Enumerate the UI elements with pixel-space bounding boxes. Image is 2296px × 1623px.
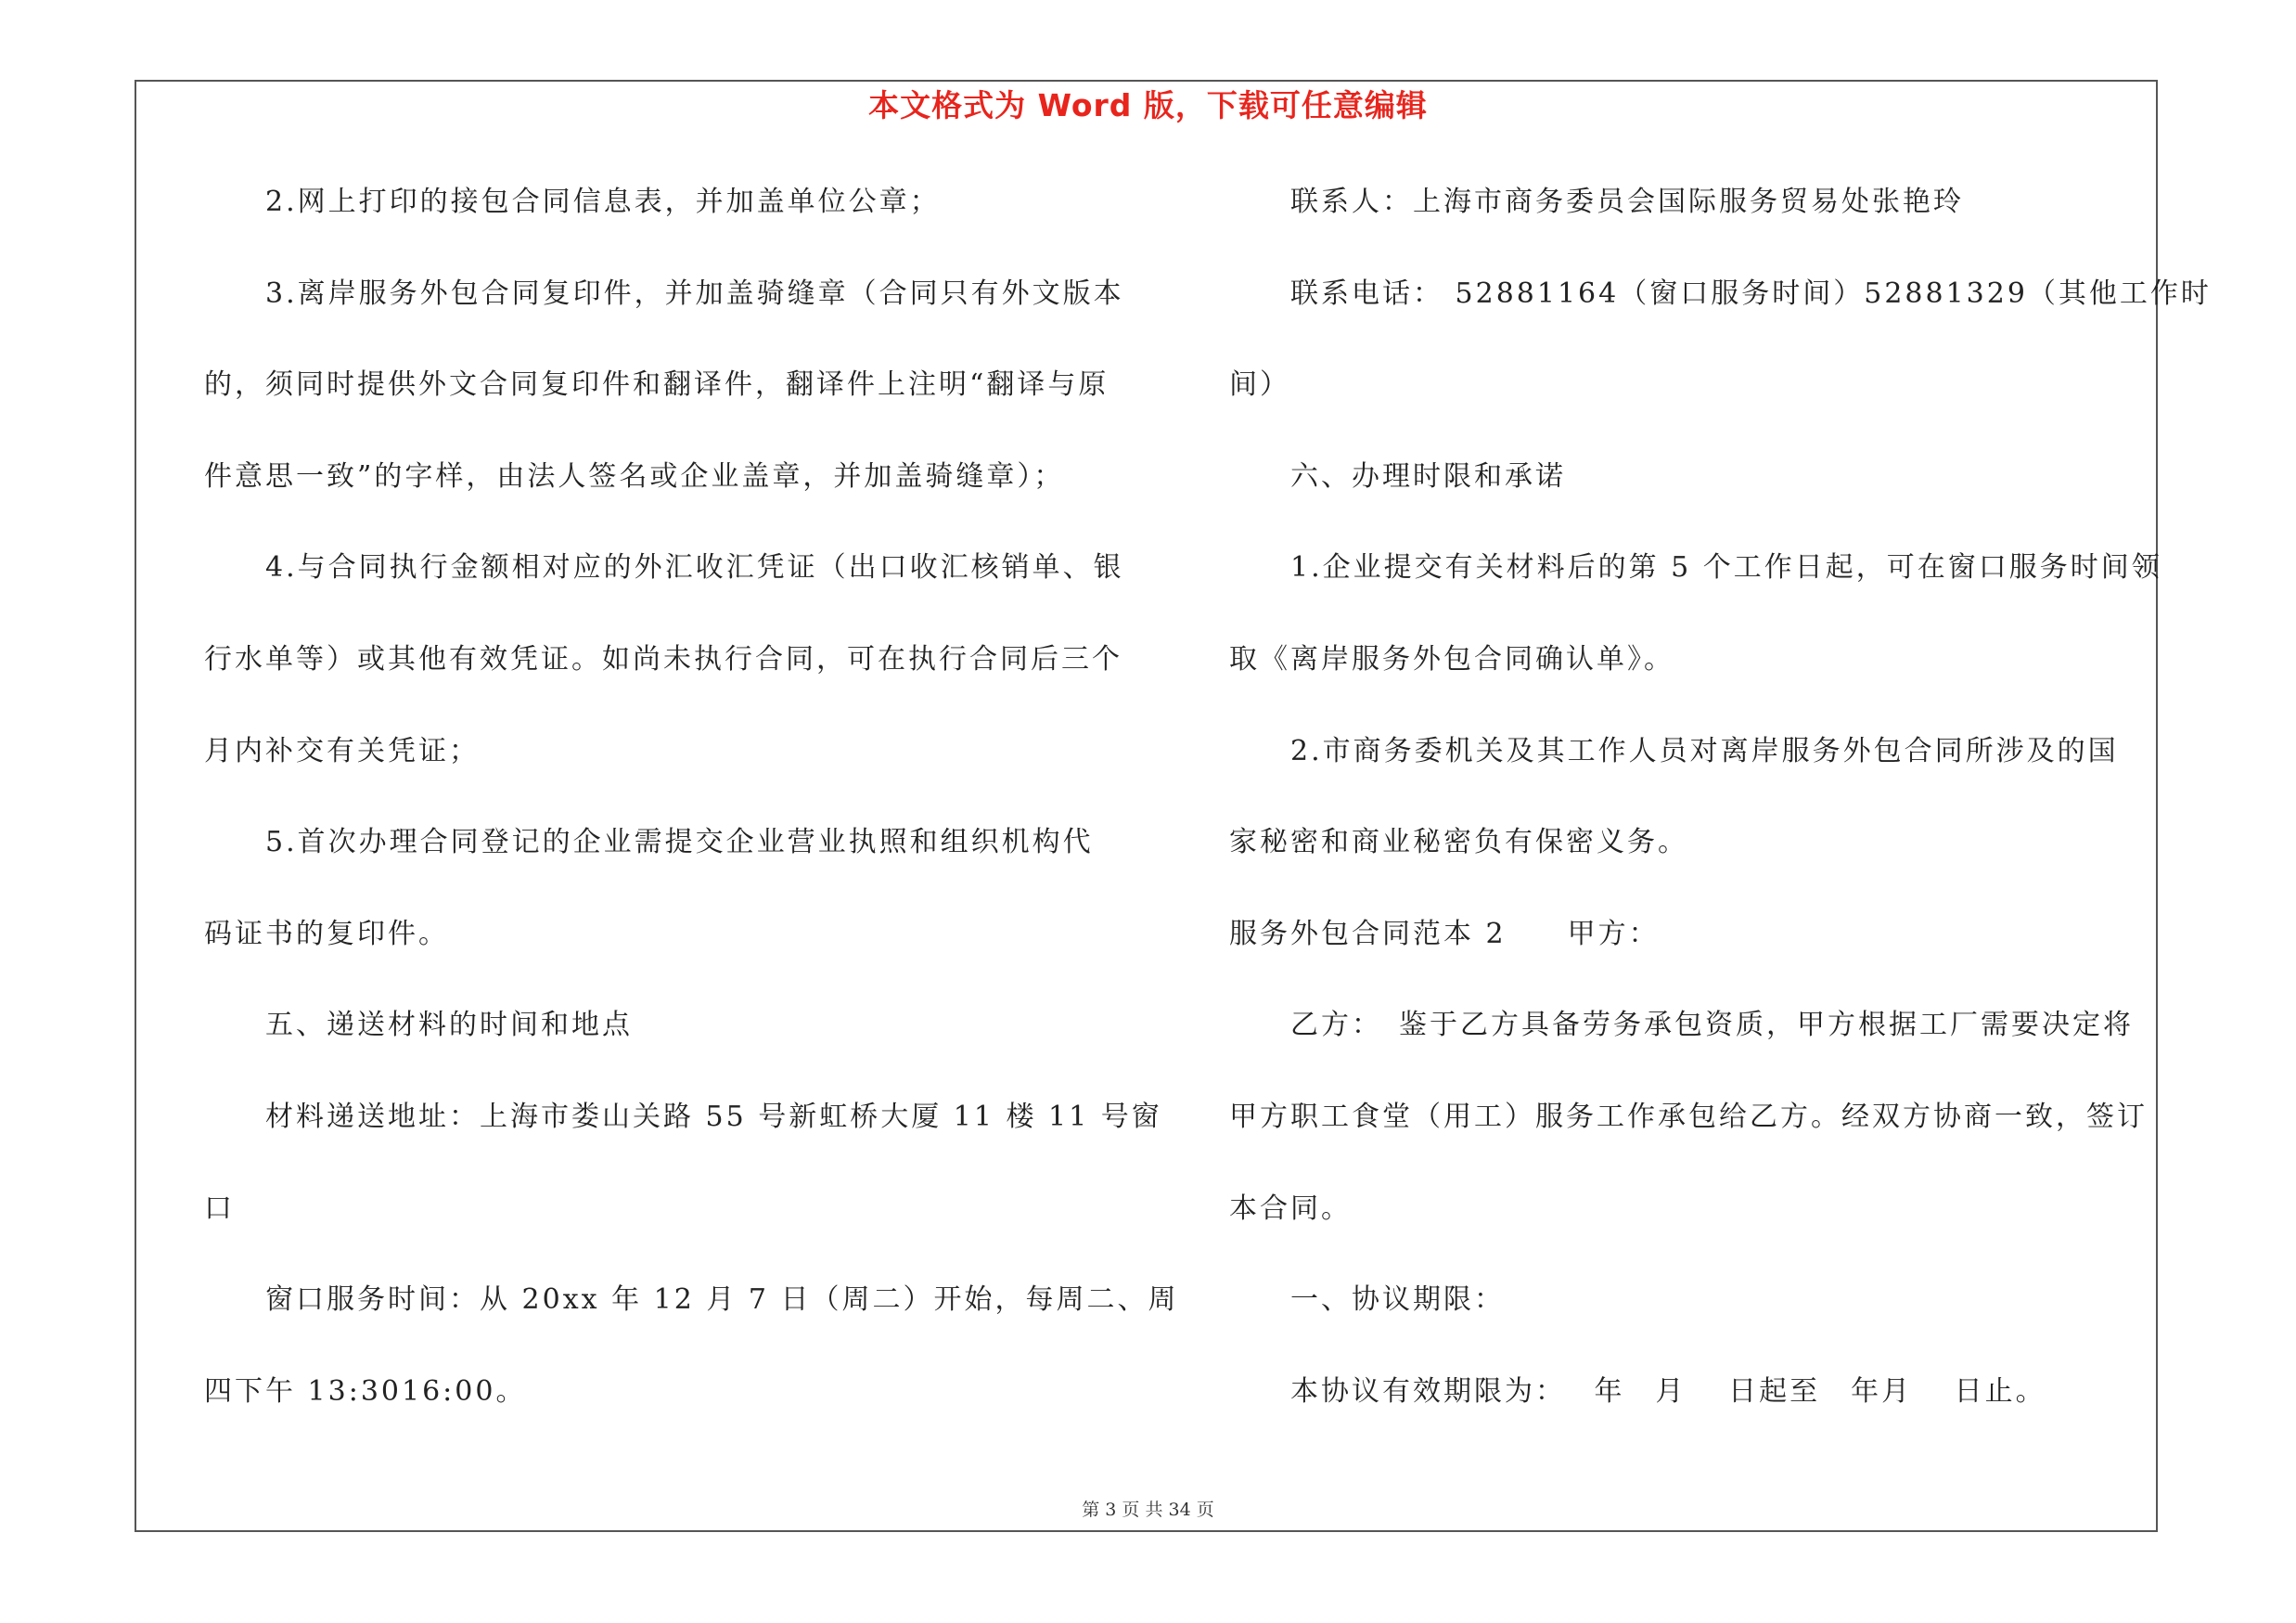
text-line: 取《离岸服务外包合同确认单》。 [1229, 643, 1674, 676]
text-line: 联系人：上海市商务委员会国际服务贸易处张艳玲 [1290, 186, 1964, 218]
text-line: 4.与合同执行金额相对应的外汇收汇凭证（出口收汇核销单、银 [265, 551, 1124, 585]
text-line: 本协议有效期限为： 年 月 日起至 年月 日止。 [1290, 1374, 2046, 1408]
text-line: 家秘密和商业秘密负有保密义务。 [1229, 826, 1688, 859]
text-line: 窗口服务时间：从 20xx 年 12 月 7 日（周二）开始，每周二、周 [265, 1283, 1179, 1317]
text-line: 间） [1229, 368, 1290, 402]
text-line: 五、递送材料的时间和地点 [265, 1009, 633, 1042]
text-line: 本合同。 [1229, 1191, 1352, 1225]
text-line: 5.首次办理合同登记的企业需提交企业营业执照和组织机构代 [265, 826, 1094, 859]
page-footer: 第 3 页 共 34 页 [1082, 1500, 1214, 1520]
text-line: 2.网上打印的接包合同信息表，并加盖单位公章； [265, 186, 941, 218]
text-line: 月内补交有关凭证； [204, 734, 480, 767]
text-line: 2.市商务委机关及其工作人员对离岸服务外包合同所涉及的国 [1290, 734, 2119, 767]
text-line: 六、办理时限和承诺 [1290, 459, 1566, 493]
text-line: 的，须同时提供外文合同复印件和翻译件，翻译件上注明“翻译与原 [204, 368, 1110, 402]
text-line: 码证书的复印件。 [204, 917, 449, 950]
text-line: 乙方： 鉴于乙方具备劳务承包资质，甲方根据工厂需要决定将 [1290, 1009, 2134, 1042]
text-line: 甲方职工食堂（用工）服务工作承包给乙方。经双方协商一致，签订 [1229, 1101, 2148, 1133]
text-line: 行水单等）或其他有效凭证。如尚未执行合同，可在执行合同后三个 [204, 643, 1122, 676]
page-banner: 本文格式为 Word 版，下载可任意编辑 [868, 87, 1428, 123]
text-line: 材料递送地址：上海市娄山关路 55 号新虹桥大厦 11 楼 11 号窗 [265, 1101, 1162, 1133]
text-line: 服务外包合同范本 2 甲方： [1229, 917, 1660, 950]
text-line: 件意思一致”的字样，由法人签名或企业盖章，并加盖骑缝章）； [204, 459, 1065, 493]
text-line: 联系电话： 52881164（窗口服务时间）52881329（其他工作时 [1290, 277, 2212, 310]
text-line: 1.企业提交有关材料后的第 5 个工作日起，可在窗口服务时间领 [1290, 551, 2162, 585]
text-line: 口 [204, 1191, 235, 1225]
text-line: 一、协议期限： [1290, 1283, 1505, 1317]
text-line: 3.离岸服务外包合同复印件，并加盖骑缝章（合同只有外文版本 [265, 277, 1124, 310]
text-line: 四下午 13:3016:00。 [204, 1374, 527, 1408]
